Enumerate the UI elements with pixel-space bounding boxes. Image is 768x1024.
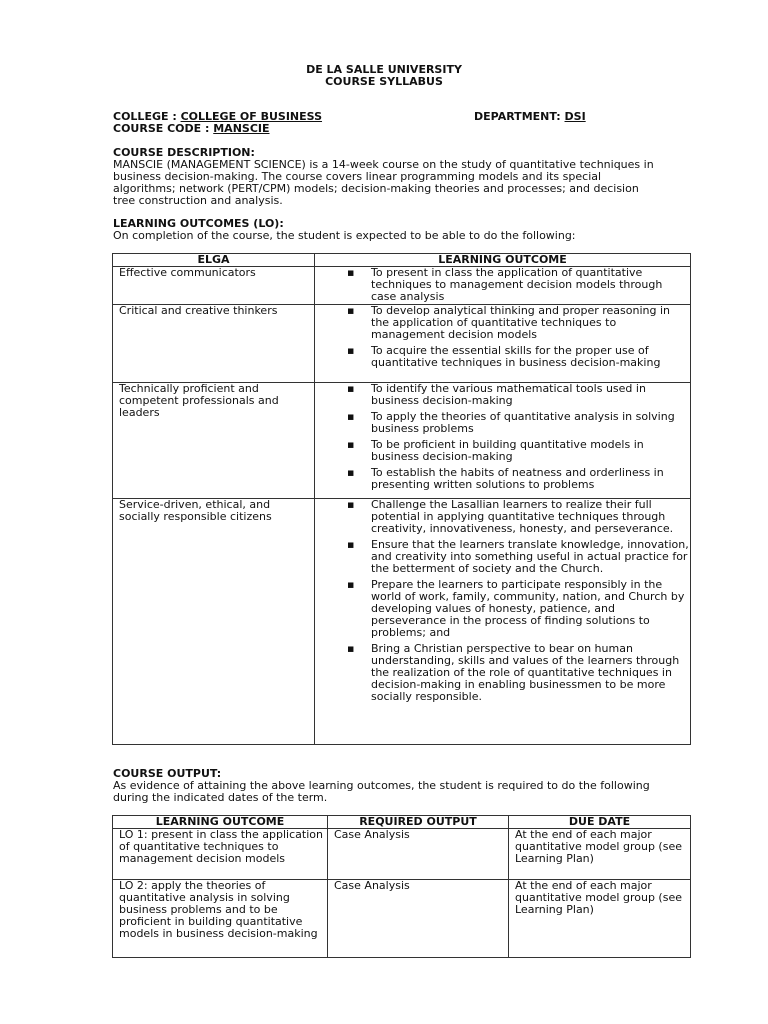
- course-output-table: [112, 815, 691, 958]
- college-value: COLLEGE OF BUSINESS: [180, 110, 323, 123]
- department-label: DEPARTMENT:: [474, 110, 561, 123]
- document-title: COURSE SYLLABUS: [325, 75, 443, 88]
- list-item: ▪ To establish the habits of neatness and orderliness in presenting written solutions to problems: [321, 467, 690, 491]
- required-output-cell: Case Analysis: [328, 829, 509, 880]
- table-header-row: [113, 816, 691, 829]
- outcome-cell: LO 1: present in class the application of quantitative techniques to management decision models: [113, 829, 328, 880]
- list-item: ▪ To acquire the essential skills for the proper use of quantitative techniques in business decision-making: [321, 345, 690, 369]
- list-item: ▪ To apply the theories of quantitative analysis in solving business problems: [321, 411, 690, 435]
- due-date-column-header: DUE DATE: [509, 816, 691, 829]
- college-label: COLLEGE :: [113, 110, 177, 123]
- learning-outcome-column-header: LEARNING OUTCOME: [315, 254, 691, 267]
- course-output-intro: As evidence of attaining the above learning outcomes, the student is required to do the following during the indicated dates of the term.: [113, 779, 650, 804]
- list-item: ▪ Prepare the learners to participate responsibly in the world of work, family, community, nation, and Church by developing values of honesty, patience, and perseverance in the process of finding solutions to problems; and: [321, 579, 690, 639]
- list-item: ▪ Challenge the Lasallian learners to realize their full potential in applying quantitative techniques through creativity, innovativeness, honesty, and perseverance.: [321, 499, 690, 535]
- list-item: ▪ To identify the various mathematical tools used in business decision-making: [321, 383, 690, 407]
- required-output-column-header: REQUIRED OUTPUT: [328, 816, 509, 829]
- course-code-value: MANSCIE: [213, 122, 270, 135]
- learning-outcomes-table: [112, 253, 691, 745]
- course-code-label: COURSE CODE :: [113, 122, 210, 135]
- course-output-heading: COURSE OUTPUT:: [113, 767, 222, 780]
- learning-outcome-column-header: LEARNING OUTCOME: [113, 816, 328, 829]
- course-code-line: [113, 123, 270, 135]
- list-item: ▪ To develop analytical thinking and proper reasoning in the application of quantitative techniques to management decision models: [321, 305, 690, 341]
- table-row: [113, 267, 691, 305]
- table-row: [113, 383, 691, 499]
- table-header-row: [113, 254, 691, 267]
- university-name: DE LA SALLE UNIVERSITY: [306, 63, 462, 76]
- list-item: ▪ To be proficient in building quantitative models in business decision-making: [321, 439, 690, 463]
- table-row: [113, 880, 691, 958]
- learning-outcomes-heading: LEARNING OUTCOMES (LO):: [113, 217, 284, 230]
- elga-cell: Service-driven, ethical, and socially responsible citizens: [113, 499, 315, 745]
- table-row: [113, 829, 691, 880]
- outcome-cell: [315, 267, 691, 305]
- list-item: ▪ To present in class the application of quantitative techniques to management decision models through case analysis: [321, 267, 690, 303]
- learning-outcomes-intro: On completion of the course, the student is expected to be able to do the following:: [113, 229, 576, 242]
- elga-column-header: ELGA: [113, 254, 315, 267]
- department-line: [474, 111, 586, 123]
- table-row: [113, 305, 691, 383]
- table-row: [113, 499, 691, 745]
- outcome-cell: [315, 499, 691, 745]
- outcome-cell: [315, 383, 691, 499]
- elga-cell: Critical and creative thinkers: [113, 305, 315, 383]
- elga-cell: Effective communicators: [113, 267, 315, 305]
- due-date-cell: At the end of each major quantitative model group (see Learning Plan): [509, 829, 691, 880]
- department-value: DSI: [564, 110, 586, 123]
- due-date-cell: At the end of each major quantitative model group (see Learning Plan): [509, 880, 691, 958]
- outcome-cell: LO 2: apply the theories of quantitative analysis in solving business problems and to be proficient in building quantitative models in business decision-making: [113, 880, 328, 958]
- outcome-cell: [315, 305, 691, 383]
- required-output-cell: Case Analysis: [328, 880, 509, 958]
- course-description-text: MANSCIE (MANAGEMENT SCIENCE) is a 14-week course on the study of quantitative techniques in business decision-making. The course covers linear programming models and its special algorithms; network (PERT/CPM) models; decision-making theories and processes; and decision tree construction and analysis.: [113, 158, 654, 207]
- list-item: ▪ Bring a Christian perspective to bear on human understanding, skills and values of the learners through the realization of the role of quantitative techniques in decision-making in enabling businessmen to be more socially responsible.: [321, 643, 690, 703]
- elga-cell: Technically proficient and competent professionals and leaders: [113, 383, 315, 499]
- course-description-heading: COURSE DESCRIPTION:: [113, 146, 255, 159]
- list-item: ▪ Ensure that the learners translate knowledge, innovation, and creativity into something useful in actual practice for the betterment of society and the Church.: [321, 539, 690, 575]
